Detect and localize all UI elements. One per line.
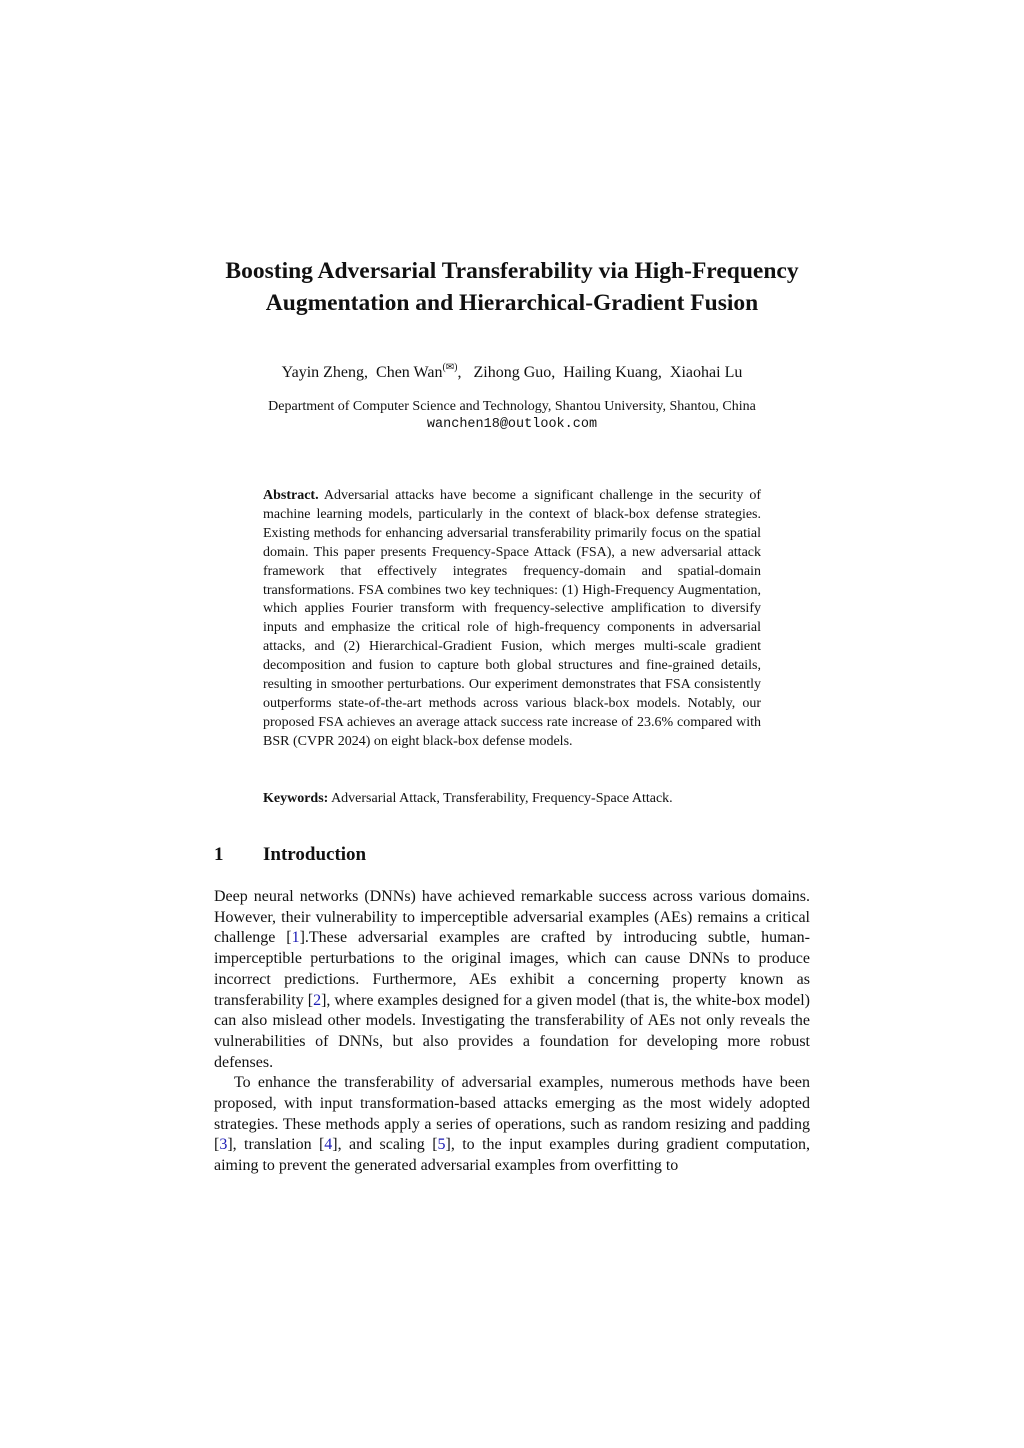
citation-link[interactable]: 5 bbox=[437, 1136, 446, 1154]
author-name: Zihong Guo, bbox=[473, 364, 556, 381]
citation-link[interactable]: 1 bbox=[291, 929, 300, 947]
citation-link[interactable]: 3 bbox=[219, 1136, 228, 1154]
text-run: Deep neural networks (DNNs) have achieved remarkable success across various domains. However, their vulnerability to imperceptible adversarial examples (AEs) remains a critical challenge [ bbox=[214, 888, 810, 947]
section-heading bbox=[214, 843, 366, 867]
abstract-label: Abstract. bbox=[263, 488, 319, 503]
text-run: To enhance the transferability of adversarial examples, numerous methods have been proposed, with input transformation-based attacks emerging as the most widely adopted strategies. These methods apply a series of operations, such as random resizing and padding [ bbox=[214, 1074, 810, 1154]
affiliation: Department of Computer Science and Technology, Shantou University, Shantou, China bbox=[268, 399, 756, 414]
title-line-1: Boosting Adversarial Transferability via High-Frequency bbox=[225, 258, 799, 284]
section-number: 1 bbox=[214, 844, 224, 865]
author-list bbox=[150, 357, 874, 384]
author-separator: , bbox=[457, 364, 462, 381]
citation-link[interactable]: 4 bbox=[324, 1136, 333, 1154]
author-email: wanchen18@outlook.com bbox=[426, 417, 598, 432]
body-text bbox=[214, 887, 810, 1177]
paragraph bbox=[214, 887, 810, 1073]
author-name: Yayin Zheng, bbox=[281, 364, 369, 381]
keywords bbox=[263, 789, 761, 808]
envelope-icon: (✉) bbox=[442, 362, 458, 373]
keywords-label: Keywords: bbox=[263, 791, 329, 806]
author-name: Chen Wan bbox=[376, 364, 443, 381]
section-title: Introduction bbox=[263, 844, 367, 865]
affiliation-block bbox=[150, 398, 874, 434]
paper-title bbox=[180, 255, 844, 319]
keywords-text: Adversarial Attack, Transferability, Frequency-Space Attack. bbox=[331, 791, 673, 806]
text-run: ].These adversarial examples are crafted by introducing subtle, human-imperceptible perturbations to the original images, which can cause DNNs to produce incorrect predictions. Furthermore, AEs exhibit a concerning property known as transferability [ bbox=[214, 929, 810, 1009]
text-run: ], to the input examples during gradient computation, aiming to prevent the generated adversarial examples from overfitting to bbox=[214, 1136, 811, 1175]
author-name: Hailing Kuang, bbox=[563, 364, 662, 381]
abstract bbox=[263, 487, 761, 752]
text-run: ], translation [ bbox=[227, 1136, 325, 1154]
text-run: ], where examples designed for a given model (that is, the white-box model) can also mislead other models. Investigating the transferability of AEs not only reveals the vulnerabilities of DNNs, but also provides a foundation for developing more robust defenses. bbox=[214, 991, 810, 1071]
author-name: Xiaohai Lu bbox=[669, 364, 743, 381]
citation-link[interactable]: 2 bbox=[313, 991, 322, 1009]
paragraph bbox=[214, 1073, 810, 1177]
abstract-text: Adversarial attacks have become a significant challenge in the security of machine learning models, particularly in the context of black-box defense strategies. Existing methods for enhancing adversarial transferability primarily focus on the spatial domain. This paper presents Frequency-Space Attack (FSA), a new adversarial attack framework that effectively integrates frequency-domain and spatial-domain transformations. FSA combines two key techniques: (1) High-Frequency Augmentation, which applies Fourier transform with frequency-selective amplification to diversify inputs and emphasize the critical role of high-frequency components in adversarial attacks, and (2) Hierarchical-Gradient Fusion, which merges multi-scale gradient decomposition and fusion to capture both global structures and fine-grained details, resulting in smoother perturbations. Our experiment demonstrates that FSA consistently outperforms state-of-the-art methods across various black-box models. Notably, our proposed FSA achieves an average attack success rate increase of 23.6% compared with BSR (CVPR 2024) on eight black-box defense models. bbox=[263, 488, 761, 749]
title-line-2: Augmentation and Hierarchical-Gradient Fusion bbox=[265, 290, 759, 316]
text-run: ], and scaling [ bbox=[332, 1136, 438, 1154]
